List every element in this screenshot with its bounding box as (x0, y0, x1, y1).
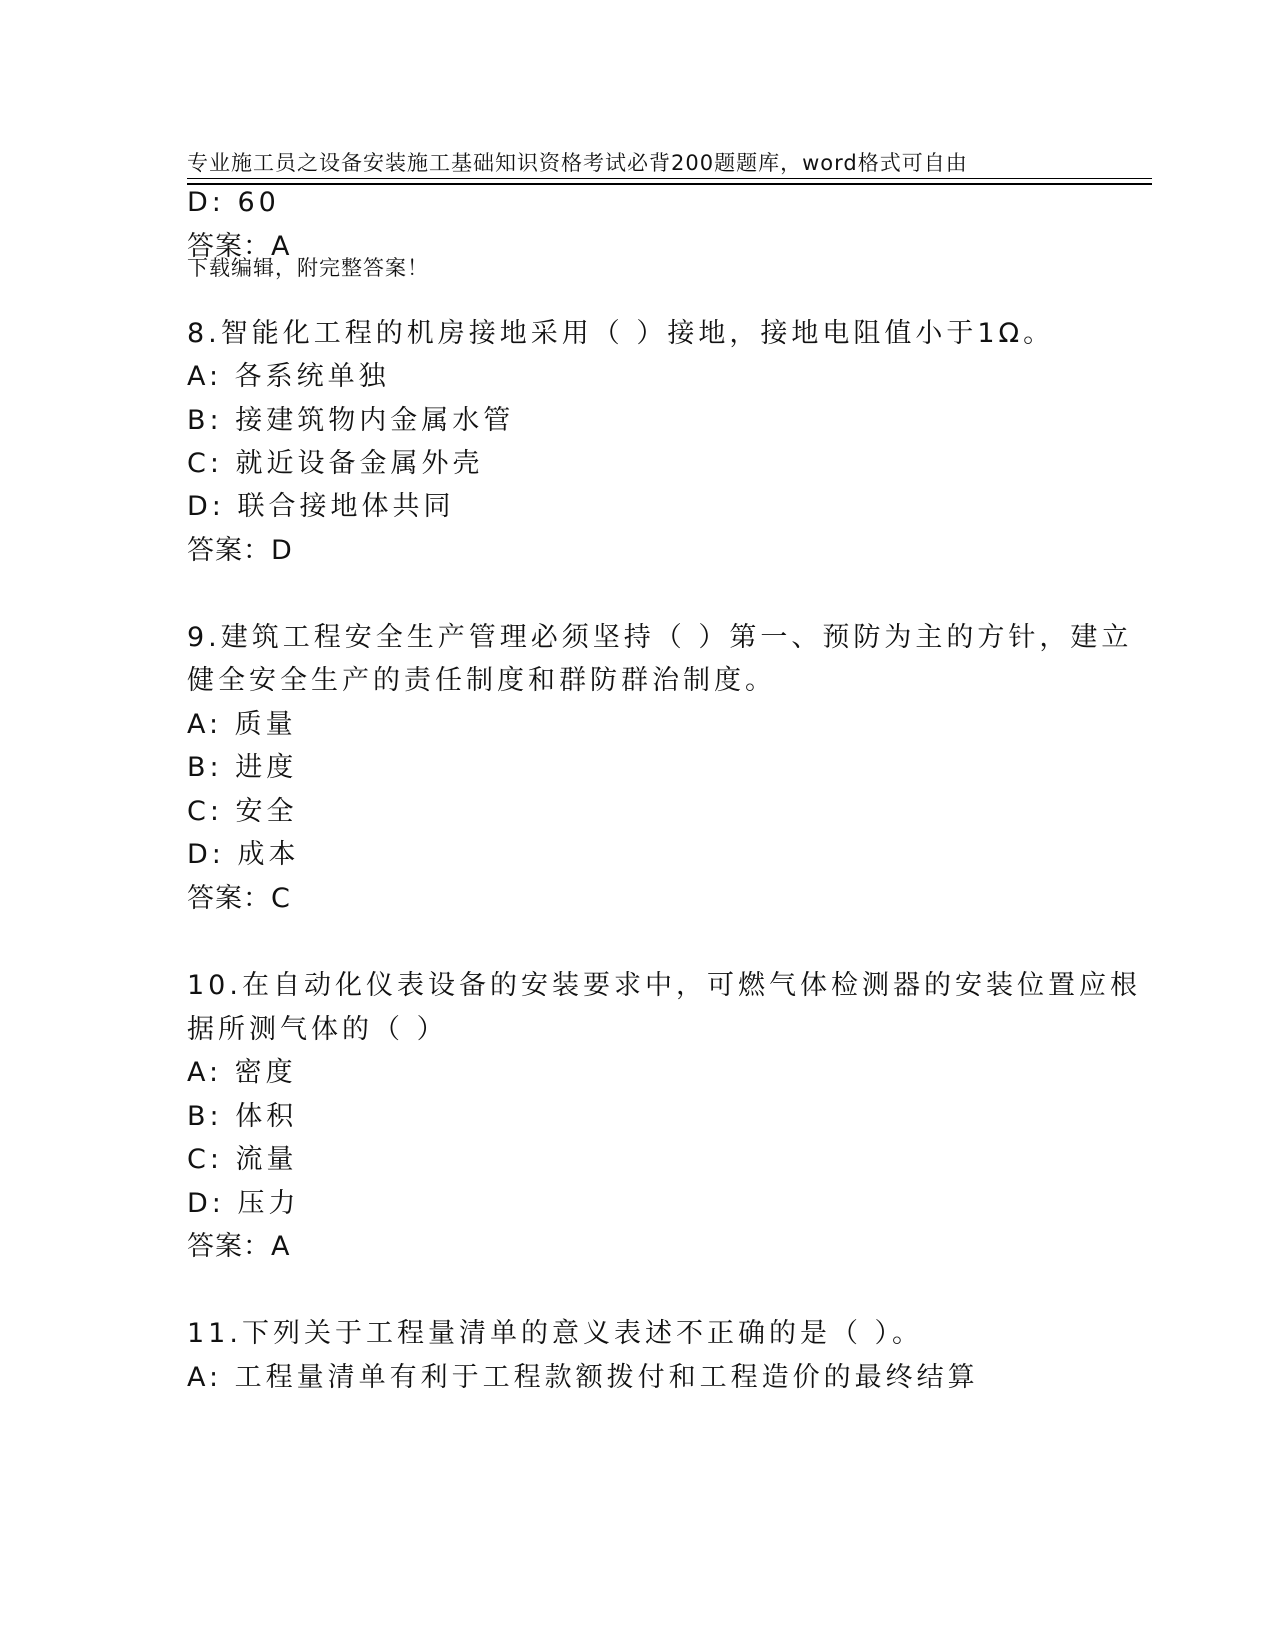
prev-option-d: D: 60 (187, 187, 280, 218)
q10-stem-line-1: 10.在自动化仪表设备的安装要求中，可燃气体检测器的安装位置应根 (187, 970, 1141, 1001)
q10-answer: 答案：A (187, 1231, 291, 1262)
q8-option-a: A: 各系统单独 (187, 361, 390, 392)
prev-answer: 答案：A (187, 231, 291, 262)
q9-option-c: C: 安全 (187, 796, 298, 827)
q10-option-b: B: 体积 (187, 1101, 298, 1132)
q8-option-c: C: 就近设备金属外壳 (187, 448, 484, 479)
q8-option-d: D: 联合接地体共同 (187, 491, 455, 522)
header-divider-thick (187, 183, 1152, 185)
q8-option-b: B: 接建筑物内金属水管 (187, 405, 515, 436)
q10-option-d: D: 压力 (187, 1188, 300, 1219)
q9-option-a: A: 质量 (187, 709, 297, 740)
q11-stem: 11.下列关于工程量清单的意义表述不正确的是（ ）。 (187, 1318, 924, 1349)
q9-option-d: D: 成本 (187, 839, 300, 870)
header-divider-thin (187, 178, 1152, 179)
q9-answer: 答案：C (187, 883, 291, 914)
q8-answer: 答案：D (187, 535, 293, 566)
header-line-2: 下载编辑，附完整答案！ (187, 256, 429, 280)
q9-stem-line-1: 9.建筑工程安全生产管理必须坚持（ ）第一、预防为主的方针，建立 (187, 622, 1133, 653)
q9-stem-line-2: 健全安全生产的责任制度和群防群治制度。 (187, 665, 776, 696)
q8-stem: 8.智能化工程的机房接地采用（ ）接地，接地电阻值小于1Ω。 (187, 318, 1055, 349)
q10-option-c: C: 流量 (187, 1144, 298, 1175)
header-line-1: 专业施工员之设备安装施工基础知识资格考试必背200题题库，word格式可自由 (187, 151, 968, 175)
q10-stem-line-2: 据所测气体的（ ） (187, 1014, 448, 1045)
q11-option-a: A: 工程量清单有利于工程款额拨付和工程造价的最终结算 (187, 1362, 979, 1393)
document-header (187, 76, 1087, 356)
q10-option-a: A: 密度 (187, 1057, 297, 1088)
q9-option-b: B: 进度 (187, 752, 298, 783)
